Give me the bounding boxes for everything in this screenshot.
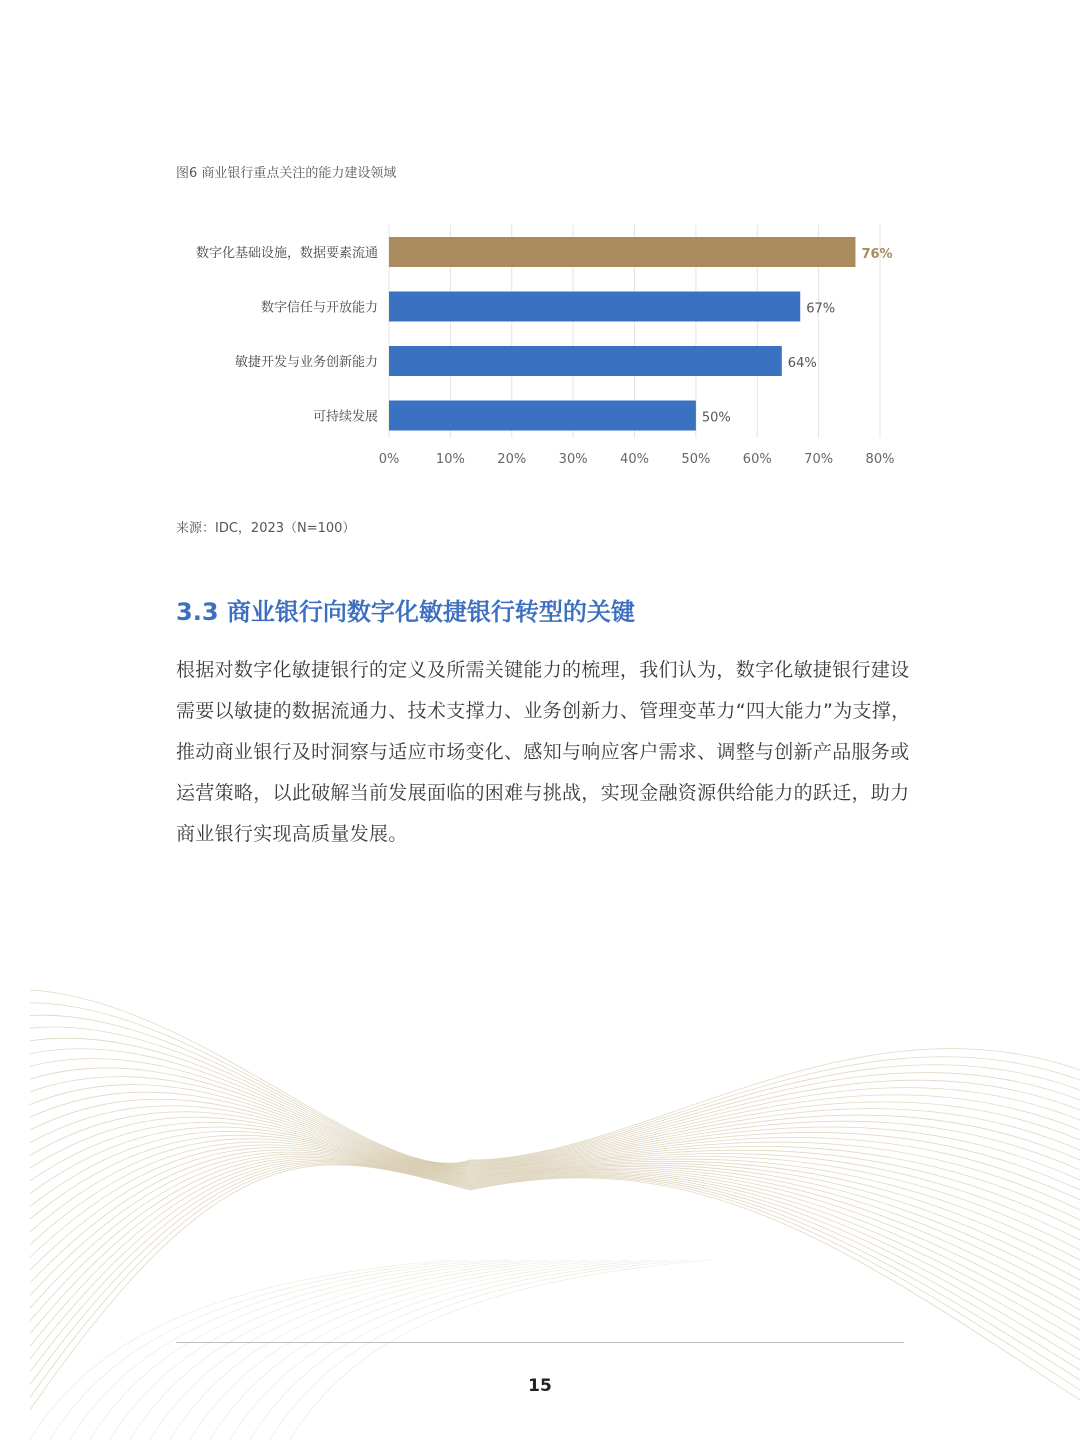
figure-caption: 图6 商业银行重点关注的能力建设领域 bbox=[176, 166, 397, 181]
x-tick-label: 40% bbox=[620, 452, 649, 467]
decor-line bbox=[30, 1260, 450, 1440]
decor-line bbox=[110, 1260, 530, 1440]
decor-line bbox=[30, 1131, 1080, 1240]
decor-line bbox=[170, 1260, 590, 1440]
bar bbox=[389, 346, 782, 376]
x-tick-label: 80% bbox=[865, 452, 895, 467]
section-heading: 3.3 商业银行向数字化敏捷银行转型的关键 bbox=[176, 598, 635, 626]
footer-divider bbox=[176, 1342, 904, 1343]
decor-line bbox=[90, 1260, 510, 1440]
section-body-text: 根据对数字化敏捷银行的定义及所需关键能力的梳理，我们认为，数字化敏捷银行建设需要以敏捷的数据流通力、技术支撑力、业务创新力、管理变革力“四大能力”为支撑，推动商业银行及时洞察与适应市场变化、感知与响应客户需求、调整与创新产品服务或运营策略，以此破解当前发展面临的困难与挑战，实现金融资源供给能力的跃迁，助力商业银行实现高质量发展。 bbox=[176, 659, 911, 845]
decor-line bbox=[130, 1260, 550, 1440]
x-tick-label: 20% bbox=[497, 452, 527, 467]
bar-chart bbox=[170, 220, 930, 485]
decor-line bbox=[30, 1015, 1080, 1164]
x-tick-label: 10% bbox=[435, 452, 465, 467]
x-tick-label: 50% bbox=[681, 452, 711, 467]
decor-line bbox=[30, 1162, 1080, 1372]
bar bbox=[389, 401, 696, 431]
category-label: 可持续发展 bbox=[312, 409, 378, 425]
category-label: 数字信任与开放能力 bbox=[260, 300, 378, 316]
decor-line bbox=[30, 1164, 1080, 1397]
bar bbox=[389, 237, 855, 267]
value-label: 64% bbox=[787, 356, 817, 371]
decor-line bbox=[70, 1260, 490, 1440]
value-label: 50% bbox=[701, 410, 731, 426]
value-label: 67% bbox=[806, 301, 836, 317]
figure-source: 来源：IDC，2023（N=100） bbox=[176, 521, 356, 536]
value-label: 76% bbox=[861, 247, 893, 262]
bar bbox=[389, 292, 800, 322]
decor-line bbox=[30, 1160, 1080, 1360]
decor-line bbox=[30, 990, 1080, 1163]
decor-line bbox=[150, 1260, 570, 1440]
decor-line bbox=[30, 1156, 1080, 1330]
category-label: 敏捷开发与业务创新能力 bbox=[234, 355, 378, 370]
decor-line bbox=[190, 1260, 610, 1440]
decor-line bbox=[30, 1163, 1080, 1385]
decor-line bbox=[30, 1159, 1080, 1350]
decor-line bbox=[30, 1092, 1080, 1170]
x-tick-label: 60% bbox=[742, 452, 772, 467]
x-tick-label: 70% bbox=[804, 452, 834, 467]
x-tick-label: 30% bbox=[558, 452, 588, 467]
category-label: 数字化基础设施，数据要素流通 bbox=[195, 246, 378, 261]
page-number: 15 bbox=[528, 1376, 552, 1396]
decorative-wave-lines bbox=[0, 960, 1080, 1440]
decor-line bbox=[50, 1260, 470, 1440]
x-tick-label: 0% bbox=[378, 452, 400, 467]
